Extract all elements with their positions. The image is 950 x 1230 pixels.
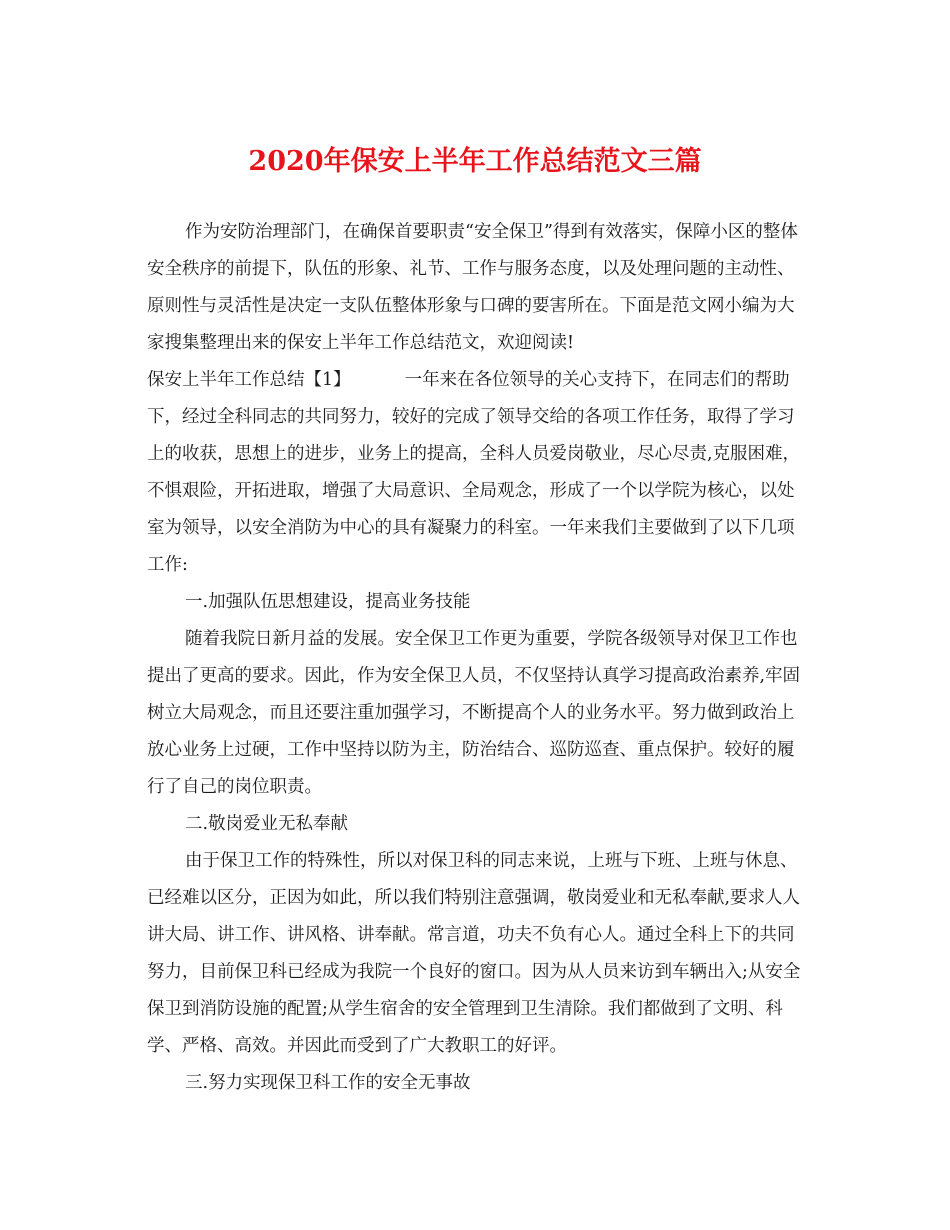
section1-label: 保安上半年工作总结【1】 [147,370,351,390]
section1-paragraph [147,362,807,584]
document-title: 2020年保安上半年工作总结范文三篇 [248,146,702,177]
paragraph-1: 随着我院日新月益的发展。安全保卫工作更为重要，学院各级领导对保卫工作也提出了更高的要求。因此，作为安全保卫人员，不仅坚持认真学习提高政治素养,牢固树立大局观念，而且还要注重加强学习，不断提高个人的业务水平。努力做到政治上放心业务上过硬，工作中坚持以防为主，防治结合、巡防巡查、重点保护。较好的履行了自己的岗位职责。 [147,629,801,797]
heading-2: 二.敬岗爱业无私奉献 [185,814,349,834]
heading-1: 一.加强队伍思想建设，提高业务技能 [185,592,471,612]
section1-text: 一年来在各位领导的关心支持下，在同志们的帮助下，经过全科同志的共同努力，较好的完成了领导交给的各项工作任务，取得了学习上的收获，思想上的进步，业务上的提高，全科人员爱岗敬业，尽心尽责,克服困难，不惧艰险，开拓进取，增强了大局意识、全局观念，形成了一个以学院为核心，以处室为领导，以安全消防为中心的具有凝聚力的科室。一年来我们主要做到了以下几项工作: [147,370,801,575]
paragraph-2: 由于保卫工作的特殊性，所以对保卫科的同志来说，上班与下班、上班与休息、已经难以区分，正因为如此，所以我们特别注意强调，敬岗爱业和无私奉献,要求人人讲大局、讲工作、讲风格、讲奉献。常言道，功夫不负有心人。通过全科上下的共同努力，目前保卫科已经成为我院一个良好的窗口。因为从人员来访到车辆出入;从安全保卫到消防设施的配置;从学生宿舍的安全管理到卫生清除。我们都做到了文明、科学、严格、高效。并因此而受到了广大教职工的好评。 [147,851,801,1056]
document-body [147,214,807,1102]
heading-3: 三.努力实现保卫科工作的安全无事故 [185,1073,471,1093]
intro-paragraph: 作为安防治理部门，在确保首要职责“安全保卫”得到有效落实，保障小区的整体安全秩序的前提下，队伍的形象、礼节、工作与服务态度，以及处理问题的主动性、原则性与灵活性是决定一支队伍整体形象与口碑的要害所在。下面是范文网小编为大家搜集整理出来的保安上半年工作总结范文，欢迎阅读! [147,222,798,353]
